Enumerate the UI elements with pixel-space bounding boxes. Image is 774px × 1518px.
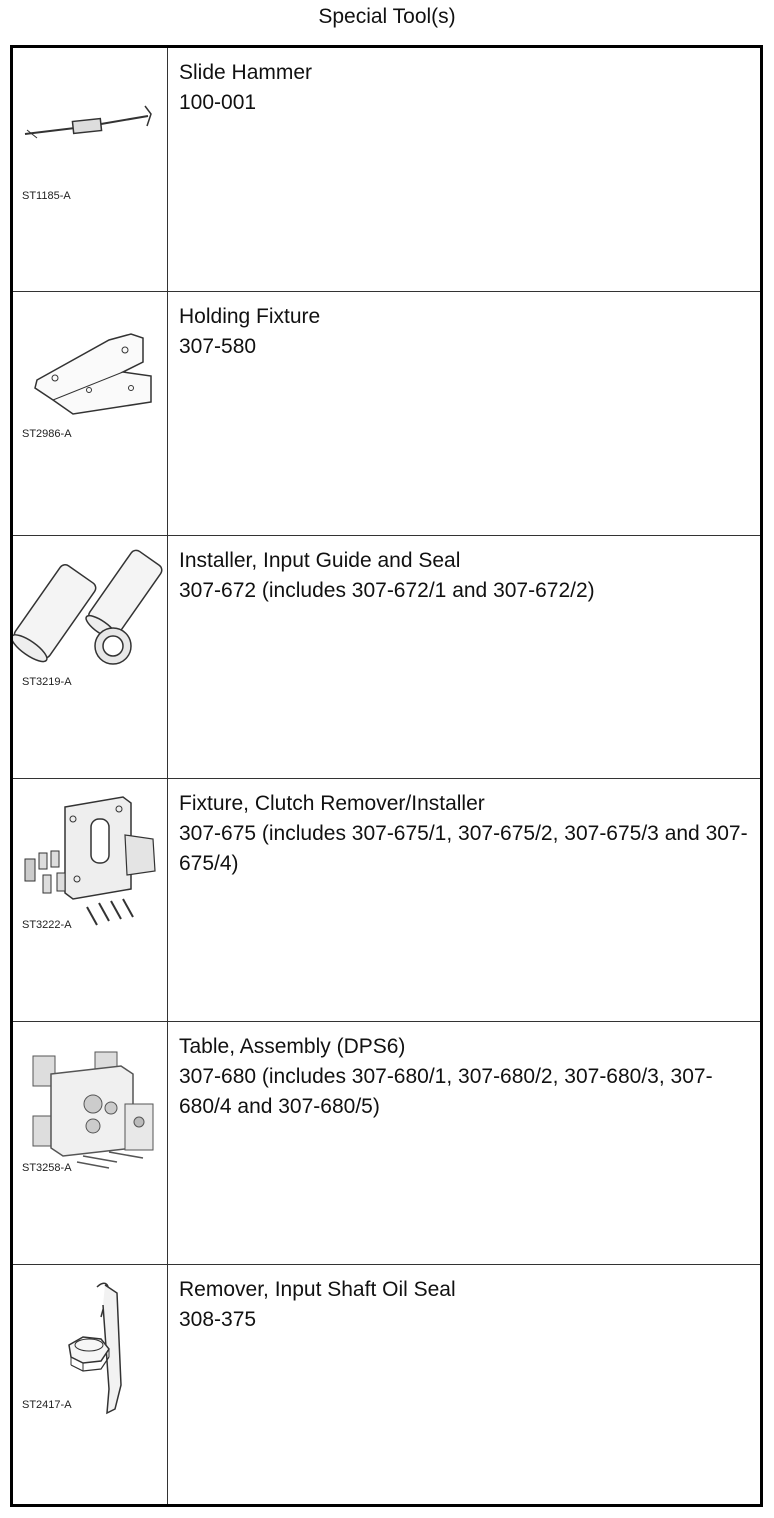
tool-row [13,291,760,535]
tool-number: 307-675 (includes 307-675/1, 307-675/2, 307-675/3 and 307-675/4) [179,822,748,875]
tool-description [179,1275,752,1335]
illustration-cell [13,536,168,778]
seal-remover-icon [13,1265,168,1505]
slide-hammer-icon [13,48,168,291]
tool-name: Installer, Input Guide and Seal [179,549,461,572]
illustration-cell [13,292,168,535]
tool-name: Holding Fixture [179,305,321,328]
figure-ref-code: ST3258-A [22,1162,72,1174]
illustration-cell [13,1022,168,1264]
figure-ref-code: ST2417-A [22,1399,72,1411]
figure-ref-code: ST2986-A [22,428,72,440]
assembly-table-icon [13,1022,168,1265]
tool-number: 100-001 [179,91,257,114]
figure-ref-code: ST3222-A [22,919,72,931]
tool-description [179,546,752,606]
tool-row [13,535,760,778]
tool-description [179,1032,752,1122]
figure-ref-code: ST1185-A [22,190,71,202]
holding-fixture-icon [13,292,168,536]
tool-description [179,58,752,118]
clutch-fixture-icon [13,779,168,1022]
tool-number: 308-375 [179,1308,257,1331]
tool-description [179,302,752,362]
figure-ref-code: ST3219-A [22,676,72,688]
tool-name: Fixture, Clutch Remover/Installer [179,792,485,815]
tool-row [13,778,760,1021]
tool-name: Remover, Input Shaft Oil Seal [179,1278,456,1301]
tool-row [13,1264,760,1504]
installer-tubes-icon [13,536,168,779]
illustration-cell [13,779,168,1021]
tool-number: 307-580 [179,335,257,358]
tool-description [179,789,752,879]
page-title: Special Tool(s) [318,5,456,28]
tool-number: 307-672 (includes 307-672/1 and 307-672/2) [179,579,595,602]
tool-row [13,1021,760,1264]
tool-number: 307-680 (includes 307-680/1, 307-680/2, 307-680/3, 307-680/4 and 307-680/5) [179,1065,713,1118]
tool-row [13,48,760,291]
tool-name: Slide Hammer [179,61,313,84]
special-tools-table [10,45,763,1507]
illustration-cell [13,1265,168,1504]
illustration-cell [13,48,168,291]
tool-name: Table, Assembly (DPS6) [179,1035,406,1058]
